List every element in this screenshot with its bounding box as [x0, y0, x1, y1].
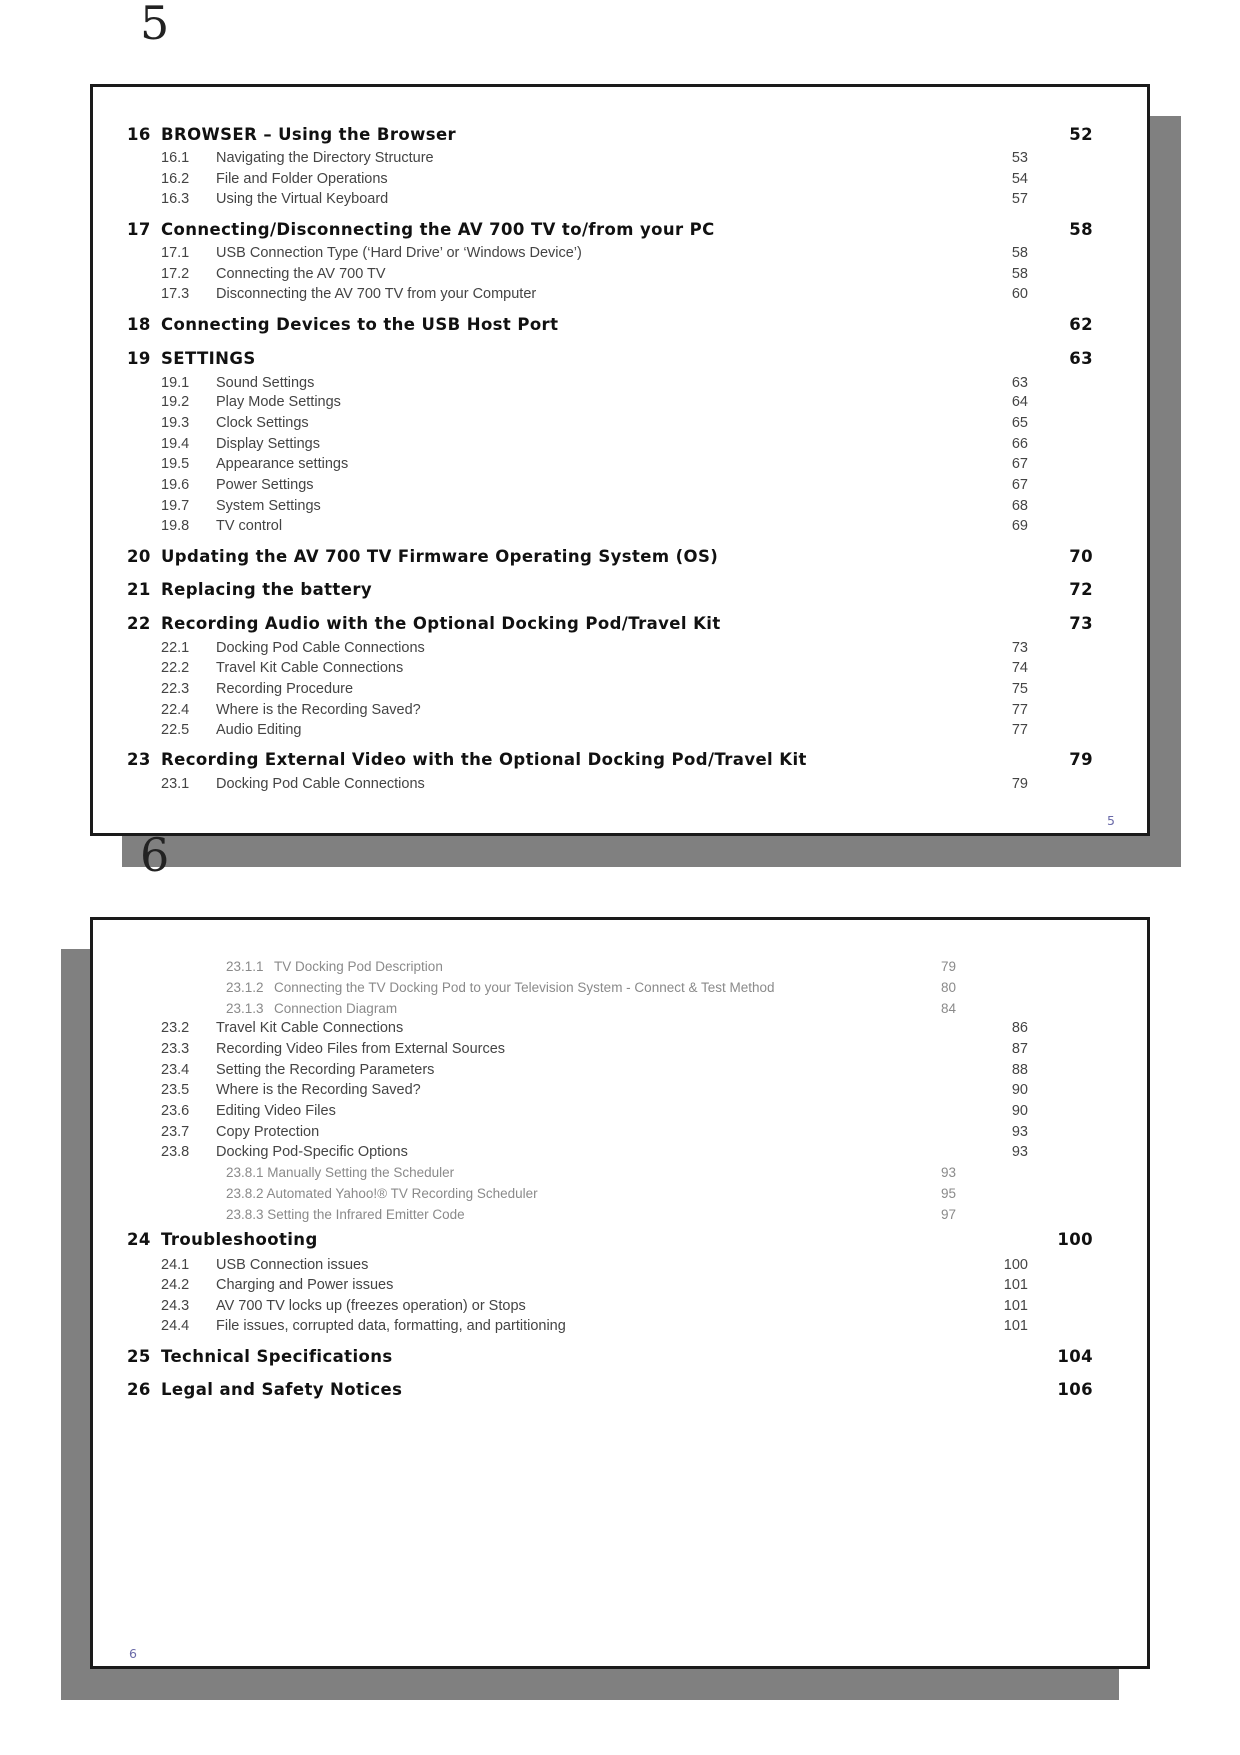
toc-entry-page: 67 — [1011, 456, 1028, 472]
toc-entry-page: 77 — [1011, 722, 1028, 738]
toc-entry-page: 93 — [1011, 1124, 1028, 1140]
toc-entry-page: 63 — [1069, 349, 1093, 368]
toc-entry-page: 75 — [1011, 681, 1028, 697]
toc-entry-number: 22.2 — [161, 660, 190, 676]
toc-entry-page: 66 — [1011, 436, 1028, 452]
toc-entry-title: Disconnecting the AV 700 TV from your Computer — [216, 286, 537, 302]
toc-entry-page: 90 — [1011, 1103, 1028, 1119]
toc-entry-page: 79 — [940, 959, 956, 974]
toc-entry-page: 64 — [1011, 394, 1028, 410]
toc-entry-title: Travel Kit Cable Connections — [216, 1020, 404, 1036]
toc-entry-page: 74 — [1011, 660, 1028, 676]
toc-entry-title: Travel Kit Cable Connections — [216, 660, 404, 676]
toc-entry-title: Updating the AV 700 TV Firmware Operating System (OS) — [161, 547, 719, 566]
toc-entry-page: 52 — [1069, 125, 1093, 144]
toc-entry-page: 101 — [1003, 1277, 1028, 1293]
toc-entry-number: 19.7 — [161, 498, 190, 514]
toc-entry-page: 72 — [1069, 580, 1093, 599]
toc-entry-number: 16.1 — [161, 150, 190, 166]
toc-entry-title: Setting the Recording Parameters — [216, 1062, 435, 1078]
page-footer-number: 6 — [129, 1646, 137, 1661]
toc-entry-number: 23.1.3 — [226, 1001, 264, 1016]
toc-entry-title: Appearance settings — [216, 456, 349, 472]
toc-entry-title: Docking Pod Cable Connections — [216, 640, 425, 656]
toc-entry-title: USB Connection Type (‘Hard Drive’ or ‘Windows Device’) — [216, 245, 582, 261]
toc-entry-page: 97 — [940, 1207, 956, 1222]
toc-entry-page: 106 — [1057, 1380, 1093, 1399]
toc-entry-number: 22.5 — [161, 722, 190, 738]
toc-entry-title: Using the Virtual Keyboard — [216, 191, 389, 207]
toc-entry-page: 95 — [940, 1186, 956, 1201]
toc-entry-number: 16.3 — [161, 191, 190, 207]
toc-entry-title: Replacing the battery — [161, 580, 373, 599]
toc-entry-page: 70 — [1069, 547, 1093, 566]
toc-entry-number: 23.2 — [161, 1020, 190, 1036]
toc-entry-title: 23.8.3 Setting the Infrared Emitter Code — [226, 1207, 465, 1222]
toc-entry-number: 21 — [127, 580, 151, 599]
toc-entry-page: 80 — [940, 980, 956, 995]
toc-entry-number: 23.6 — [161, 1103, 190, 1119]
toc-entry-number: 18 — [127, 315, 151, 334]
toc-entry-page: 62 — [1069, 315, 1093, 334]
toc-entry-number: 17.1 — [161, 245, 190, 261]
toc-entry-number: 19 — [127, 349, 151, 368]
toc-entry-number: 24 — [127, 1230, 151, 1249]
toc-entry-number: 19.4 — [161, 436, 190, 452]
toc-entry-page: 79 — [1011, 776, 1028, 792]
toc-entry-page: 57 — [1011, 191, 1028, 207]
toc-entry-title: TV control — [216, 518, 283, 534]
toc-entry-page: 100 — [1057, 1230, 1093, 1249]
toc-entry-title: Copy Protection — [216, 1124, 320, 1140]
toc-entry-title: SETTINGS — [161, 349, 256, 368]
toc-entry-page: 58 — [1011, 245, 1028, 261]
toc-entry-page: 101 — [1003, 1298, 1028, 1314]
toc-entry-number: 19.6 — [161, 477, 190, 493]
toc-entry-title: Clock Settings — [216, 415, 309, 431]
toc-entry-number: 19.2 — [161, 394, 190, 410]
toc-entry-page: 93 — [940, 1165, 956, 1180]
toc-entry-number: 16 — [127, 125, 151, 144]
toc-entry-page: 67 — [1011, 477, 1028, 493]
toc-entry-number: 23.1 — [161, 776, 190, 792]
toc-entry-page: 68 — [1011, 498, 1028, 514]
toc-entry-number: 23.1.1 — [226, 959, 264, 974]
toc-entry-title: Navigating the Directory Structure — [216, 150, 434, 166]
toc-entry-title: Technical Specifications — [161, 1347, 393, 1366]
toc-entry-number: 22.4 — [161, 702, 190, 718]
toc-entry-title: Where is the Recording Saved? — [216, 702, 421, 718]
toc-entry-title: Docking Pod-Specific Options — [216, 1144, 408, 1160]
toc-entry-title: Display Settings — [216, 436, 320, 452]
toc-entry-title: Sound Settings — [216, 375, 315, 391]
toc-entry-number: 23.5 — [161, 1082, 190, 1098]
toc-entry-page: 86 — [1011, 1020, 1028, 1036]
toc-entry-title: Play Mode Settings — [216, 394, 341, 410]
toc-entry-number: 26 — [127, 1380, 151, 1399]
toc-entry-page: 58 — [1069, 220, 1093, 239]
toc-entry-page: 73 — [1011, 640, 1028, 656]
toc-entry-page: 65 — [1011, 415, 1028, 431]
toc-entry-page: 73 — [1069, 614, 1093, 633]
page-number-large-6: 6 — [140, 828, 170, 882]
toc-entry-page: 53 — [1011, 150, 1028, 166]
toc-entry-number: 17 — [127, 220, 151, 239]
toc-entry-number: 19.5 — [161, 456, 190, 472]
toc-entry-number: 24.2 — [161, 1277, 190, 1293]
toc-entry-title: Connection Diagram — [274, 1001, 398, 1016]
toc-entry-title: Recording Audio with the Optional Docking Pod/Travel Kit — [161, 614, 721, 633]
toc-entry-title: 23.8.1 Manually Setting the Scheduler — [226, 1165, 455, 1180]
toc-entry-page: 84 — [940, 1001, 956, 1016]
toc-entry-number: 23.3 — [161, 1041, 190, 1057]
toc-entry-page: 69 — [1011, 518, 1028, 534]
toc-entry-number: 23.7 — [161, 1124, 190, 1140]
toc-entry-page: 58 — [1011, 266, 1028, 282]
toc-page-5 — [90, 84, 1150, 836]
toc-entry-page: 79 — [1069, 750, 1093, 769]
toc-entry-page: 101 — [1003, 1318, 1028, 1334]
toc-entry-number: 24.1 — [161, 1257, 190, 1273]
toc-entry-number: 22.1 — [161, 640, 190, 656]
toc-entry-number: 24.4 — [161, 1318, 190, 1334]
toc-entry-title: Power Settings — [216, 477, 314, 493]
toc-entry-number: 23.8 — [161, 1144, 190, 1160]
toc-entry-title: File issues, corrupted data, formatting, and partitioning — [216, 1318, 566, 1334]
toc-entry-page: 87 — [1011, 1041, 1028, 1057]
toc-entry-title: Connecting Devices to the USB Host Port — [161, 315, 559, 334]
toc-entry-number: 17.3 — [161, 286, 190, 302]
page-footer-number: 5 — [1107, 813, 1115, 828]
toc-entry-title: TV Docking Pod Description — [274, 959, 443, 974]
toc-entry-title: Troubleshooting — [161, 1230, 318, 1249]
toc-entry-title: Where is the Recording Saved? — [216, 1082, 421, 1098]
toc-entry-title: Legal and Safety Notices — [161, 1380, 403, 1399]
toc-entry-page: 93 — [1011, 1144, 1028, 1160]
toc-entry-number: 22.3 — [161, 681, 190, 697]
toc-entry-number: 23.1.2 — [226, 980, 264, 995]
toc-entry-title: Connecting/Disconnecting the AV 700 TV to/from your PC — [161, 220, 715, 239]
toc-entry-title: Docking Pod Cable Connections — [216, 776, 425, 792]
toc-entry-title: Editing Video Files — [216, 1103, 336, 1119]
toc-entry-title: System Settings — [216, 498, 321, 514]
toc-entry-title: Charging and Power issues — [216, 1277, 394, 1293]
toc-entry-page: 77 — [1011, 702, 1028, 718]
toc-entry-title: Recording External Video with the Optional Docking Pod/Travel Kit — [161, 750, 807, 769]
page-number-large-5: 5 — [140, 0, 170, 50]
toc-entry-number: 25 — [127, 1347, 151, 1366]
toc-entry-number: 16.2 — [161, 171, 190, 187]
toc-entry-number: 19.1 — [161, 375, 190, 391]
toc-entry-title: File and Folder Operations — [216, 171, 388, 187]
toc-entry-number: 23 — [127, 750, 151, 769]
toc-entry-title: Connecting the TV Docking Pod to your Television System - Connect & Test Method — [274, 980, 775, 995]
toc-page-6 — [90, 917, 1150, 1669]
toc-entry-title: 23.8.2 Automated Yahoo!® TV Recording Scheduler — [226, 1186, 538, 1201]
toc-entry-page: 88 — [1011, 1062, 1028, 1078]
toc-entry-number: 19.3 — [161, 415, 190, 431]
toc-entry-title: USB Connection issues — [216, 1257, 369, 1273]
toc-entry-title: AV 700 TV locks up (freezes operation) or Stops — [216, 1298, 526, 1314]
toc-entry-page: 100 — [1003, 1257, 1028, 1273]
toc-entry-title: Connecting the AV 700 TV — [216, 266, 386, 282]
toc-entry-title: Audio Editing — [216, 722, 302, 738]
toc-entry-number: 23.4 — [161, 1062, 190, 1078]
toc-entry-number: 20 — [127, 547, 151, 566]
toc-entry-title: BROWSER – Using the Browser — [161, 125, 457, 144]
toc-entry-page: 54 — [1011, 171, 1028, 187]
toc-entry-number: 17.2 — [161, 266, 190, 282]
toc-entry-page: 104 — [1057, 1347, 1093, 1366]
toc-entry-number: 19.8 — [161, 518, 190, 534]
toc-entry-page: 90 — [1011, 1082, 1028, 1098]
toc-entry-title: Recording Video Files from External Sources — [216, 1041, 506, 1057]
toc-entry-title: Recording Procedure — [216, 681, 354, 697]
toc-entry-number: 22 — [127, 614, 151, 633]
toc-entry-number: 24.3 — [161, 1298, 190, 1314]
toc-entry-page: 63 — [1011, 375, 1028, 391]
toc-entry-page: 60 — [1011, 286, 1028, 302]
